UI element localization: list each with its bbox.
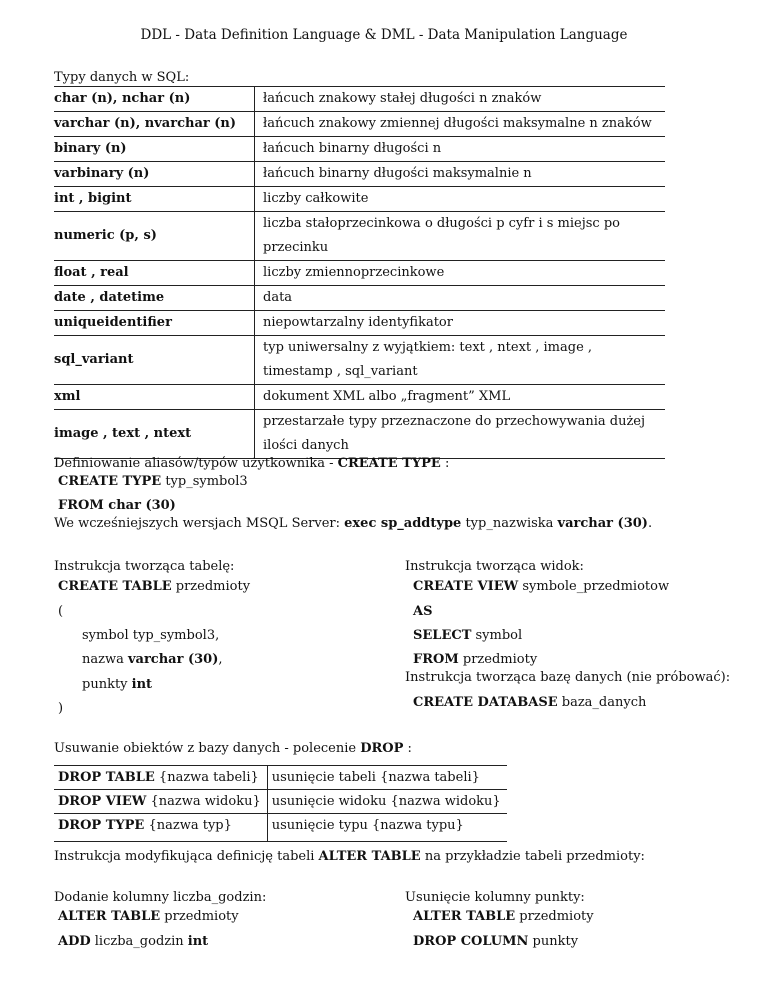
data-types-table [54, 86, 665, 459]
create-view-select [413, 628, 522, 643]
select-rest: symbol [471, 628, 523, 643]
type-name: uniqueidentifier [54, 311, 255, 336]
type-description [255, 261, 666, 286]
drop-argument: {nazwa tabeli} [154, 770, 259, 785]
type-row [54, 162, 665, 187]
add-column-line-2 [58, 934, 208, 949]
drop-keyword: DROP VIEW [58, 794, 147, 809]
type-description-line: liczba stałoprzecinkowa o długości p cyfr i s miejsc po [263, 216, 620, 231]
drop-row [54, 790, 507, 814]
type-description-line: łańcuch znakowy stałej długości n znaków [263, 91, 542, 106]
alias-l1-rest: typ_symbol3 [161, 474, 248, 489]
create-table-line [58, 579, 250, 594]
drop-column-line-1 [413, 909, 594, 924]
type-description-line-2: ilości danych [263, 438, 349, 453]
type-description-line: łańcuch binarny długości maksymalnie n [263, 166, 532, 181]
drop-l1-keyword: ALTER TABLE [413, 909, 516, 924]
type-row [54, 286, 665, 311]
drop-description: usunięcie tabeli {nazwa tabeli} [267, 766, 506, 790]
alias-intro-keyword: CREATE TYPE [337, 456, 441, 471]
type-name: date , datetime [54, 286, 255, 311]
drop-intro-end: : [403, 741, 412, 756]
type-name: varbinary (n) [54, 162, 255, 187]
field-2-name: nazwa [82, 652, 128, 667]
type-name: xml [54, 385, 255, 410]
create-view-name: symbole_przedmiotow [518, 579, 670, 594]
create-table-field-3 [82, 677, 152, 692]
drop-keyword: DROP TABLE [58, 770, 155, 785]
alter-intro-keyword: ALTER TABLE [318, 849, 421, 864]
type-description-line-2: przecinku [263, 240, 329, 255]
drop-keyword: DROP TYPE [58, 818, 145, 833]
create-table-close: ) [58, 701, 64, 716]
create-db-line [413, 695, 646, 710]
drop-command [54, 790, 267, 814]
drop-column-caption: Usunięcie kolumny punkty: [405, 890, 585, 905]
type-description [255, 112, 666, 137]
field-2-type: varchar (30) [127, 652, 219, 667]
type-row [54, 336, 665, 385]
type-row [54, 187, 665, 212]
old-version-note [54, 516, 652, 531]
drop-intro-keyword: DROP [360, 741, 404, 756]
create-table-field-1: symbol typ_symbol3, [82, 628, 220, 643]
create-table-open: ( [58, 604, 64, 619]
type-name: float , real [54, 261, 255, 286]
create-view-caption: Instrukcja tworząca widok: [405, 559, 584, 574]
types-caption: Typy danych w SQL: [54, 70, 190, 85]
type-description-line: łańcuch binarny długości n [263, 141, 442, 156]
drop-description: usunięcie widoku {nazwa widoku} [267, 790, 506, 814]
drop-column-line-2 [413, 934, 578, 949]
drop-description: usunięcie typu {nazwa typu} [267, 814, 506, 842]
drop-commands-table [54, 765, 507, 842]
drop-l1-rest: przedmioty [515, 909, 594, 924]
type-description-line: niepowtarzalny identyfikator [263, 315, 453, 330]
add-l2-keyword: ADD [58, 934, 91, 949]
from-rest: przedmioty [458, 652, 538, 667]
alter-intro-end: na przykładzie tabeli przedmioty: [420, 849, 645, 864]
field-3-type: int [131, 677, 153, 692]
alias-l2-keyword: FROM char (30) [58, 498, 176, 513]
drop-command [54, 766, 267, 790]
type-description-line: typ uniwersalny z wyjątkiem: text , ntext , image , [263, 340, 593, 355]
alias-line-1 [58, 474, 248, 489]
drop-row [54, 814, 507, 842]
type-name: binary (n) [54, 137, 255, 162]
from-keyword: FROM [413, 652, 459, 667]
type-description [255, 336, 666, 385]
alias-intro [54, 456, 449, 471]
type-name: int , bigint [54, 187, 255, 212]
type-description-line: dokument XML albo „fragment” XML [263, 389, 511, 404]
add-l1-rest: przedmioty [160, 909, 239, 924]
old-note-keyword-1: exec sp_addtype [344, 516, 462, 531]
alias-l1-keyword: CREATE TYPE [58, 474, 162, 489]
type-row [54, 410, 665, 459]
type-description-line: przestarzałe typy przeznaczone do przechowywania dużej [263, 414, 646, 429]
type-row [54, 385, 665, 410]
type-row [54, 261, 665, 286]
drop-argument: {nazwa typ} [144, 818, 232, 833]
create-view-line [413, 579, 669, 594]
type-row [54, 212, 665, 261]
select-keyword: SELECT [413, 628, 472, 643]
alter-intro [54, 849, 645, 864]
create-db-keyword: CREATE DATABASE [413, 695, 558, 710]
type-description [255, 212, 666, 261]
type-description [255, 286, 666, 311]
create-view-as: AS [413, 604, 433, 619]
alias-line-2 [58, 498, 176, 513]
type-description-line: liczby zmiennoprzecinkowe [263, 265, 445, 280]
old-note-keyword-2: varchar (30) [557, 516, 648, 531]
drop-row [54, 766, 507, 790]
document-title: DDL - Data Definition Language & DML - Data Manipulation Language [140, 27, 628, 43]
add-column-caption: Dodanie kolumny liczba_godzin: [54, 890, 267, 905]
field-2-comma: , [218, 652, 223, 667]
type-description-line: liczby całkowite [263, 191, 369, 206]
type-name: char (n), nchar (n) [54, 87, 255, 112]
type-description-line-2: timestamp , sql_variant [263, 364, 418, 379]
alias-intro-text: Definiowanie aliasów/typów użytkownika - [54, 456, 338, 471]
create-table-field-2 [82, 652, 223, 667]
create-table-name: przedmioty [171, 579, 251, 594]
type-description [255, 385, 666, 410]
alter-intro-text: Instrukcja modyfikująca definicję tabeli [54, 849, 319, 864]
drop-intro-text: Usuwanie obiektów z bazy danych - polecenie [54, 741, 361, 756]
type-row [54, 112, 665, 137]
old-note-mid: typ_nazwiska [461, 516, 558, 531]
type-row [54, 137, 665, 162]
type-description [255, 87, 666, 112]
create-db-name: baza_danych [557, 695, 647, 710]
type-name: numeric (p, s) [54, 212, 255, 261]
create-view-keyword: CREATE VIEW [413, 579, 519, 594]
type-description [255, 137, 666, 162]
add-column-line-1 [58, 909, 239, 924]
create-view-from [413, 652, 537, 667]
field-3-name: punkty [82, 677, 132, 692]
drop-l2-keyword: DROP COLUMN [413, 934, 529, 949]
add-l2-mid: liczba_godzin [90, 934, 188, 949]
type-description [255, 187, 666, 212]
drop-argument: {nazwa widoku} [146, 794, 261, 809]
type-row [54, 311, 665, 336]
old-note-text: We wcześniejszych wersjach MSQL Server: [54, 516, 345, 531]
type-name: image , text , ntext [54, 410, 255, 459]
add-l1-keyword: ALTER TABLE [58, 909, 161, 924]
type-description-line: data [263, 290, 293, 305]
drop-command [54, 814, 267, 842]
type-row [54, 87, 665, 112]
create-table-keyword: CREATE TABLE [58, 579, 172, 594]
add-l2-keyword-2: int [187, 934, 209, 949]
type-description-line: łańcuch znakowy zmiennej długości maksymalne n znaków [263, 116, 652, 131]
type-name: varchar (n), nvarchar (n) [54, 112, 255, 137]
create-db-caption: Instrukcja tworząca bazę danych (nie próbować): [405, 670, 731, 685]
drop-intro [54, 741, 412, 756]
create-table-caption: Instrukcja tworząca tabelę: [54, 559, 235, 574]
type-description [255, 162, 666, 187]
drop-l2-rest: punkty [528, 934, 579, 949]
type-description [255, 311, 666, 336]
alias-intro-end: : [440, 456, 450, 471]
type-name: sql_variant [54, 336, 255, 385]
type-description [255, 410, 666, 459]
old-note-end: . [647, 516, 653, 531]
